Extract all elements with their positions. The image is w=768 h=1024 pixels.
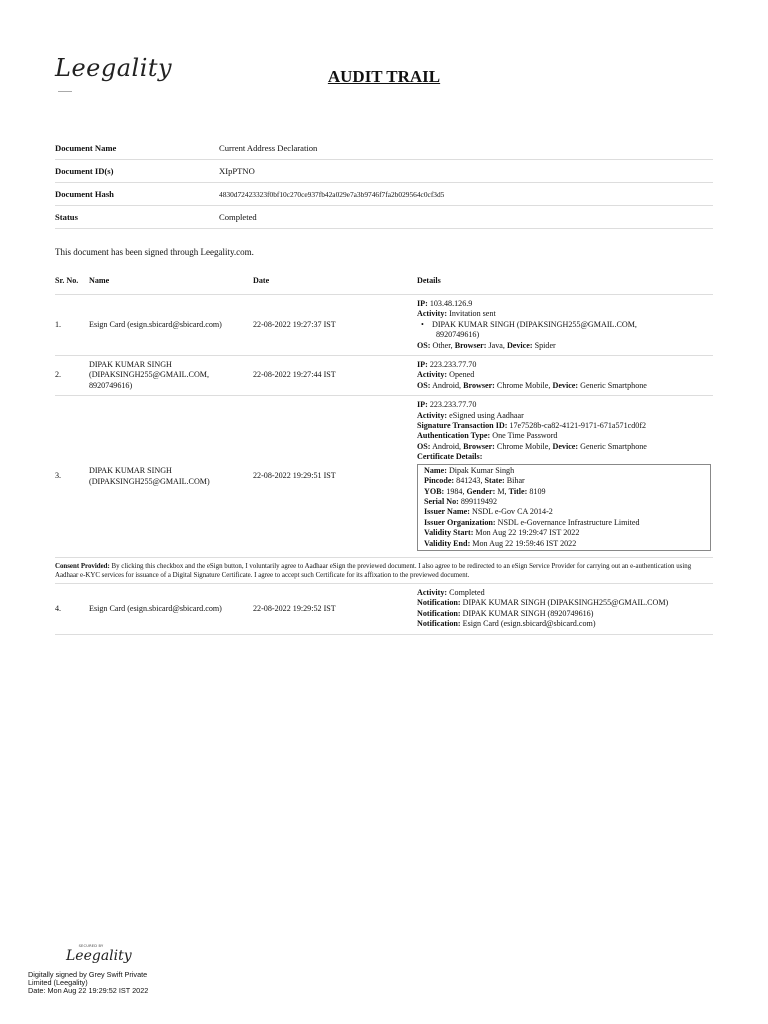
row-date: 22-08-2022 19:29:51 IST — [253, 396, 417, 558]
pincode-label: Pincode: — [424, 476, 455, 486]
col-details: Details — [417, 268, 713, 295]
ip-label: IP: — [417, 299, 428, 308]
row-sr: 1. — [55, 295, 89, 356]
row-details — [417, 295, 713, 356]
sig-line: Date: Mon Aug 22 19:29:52 IST 2022 — [28, 986, 149, 996]
os-value: Android, — [432, 441, 462, 451]
browser-value: Chrome Mobile, — [496, 441, 551, 451]
info-label: Document Name — [55, 137, 219, 160]
col-sr: Sr. No. — [55, 268, 89, 295]
browser-label: Browser: — [463, 380, 495, 390]
notification-value: DIPAK KUMAR SINGH (DIPAKSINGH255@GMAIL.COM) — [462, 598, 669, 608]
activity-value: Completed — [449, 587, 485, 597]
os-label: OS: — [417, 441, 431, 451]
state-label: State: — [484, 476, 505, 486]
info-label: Document ID(s) — [55, 160, 219, 183]
info-label: Document Hash — [55, 183, 219, 206]
serial-label: Serial No: — [424, 496, 459, 506]
table-row — [55, 396, 713, 558]
row-name — [89, 356, 253, 396]
ip-label: IP: — [417, 360, 428, 370]
audit-table — [55, 268, 713, 635]
consent-label: Consent Provided: — [55, 562, 110, 570]
col-name: Name — [89, 268, 253, 295]
auth-type-label: Authentication Type: — [417, 431, 491, 441]
consent-text — [55, 557, 713, 583]
secured-by-text: SECURED BY — [78, 944, 104, 948]
recipient-line: DIPAK KUMAR SINGH (DIPAKSINGH255@GMAIL.COM, — [432, 319, 637, 329]
os-value: Other, — [432, 340, 453, 350]
notification-label: Notification: — [417, 619, 461, 629]
info-row — [55, 206, 713, 229]
info-value: Completed — [219, 206, 713, 229]
name-line: DIPAK KUMAR SINGH — [89, 466, 172, 476]
issuer-org-label: Issuer Organization: — [424, 517, 496, 527]
leegality-logo: Leegality — [55, 54, 173, 82]
gender-label: Gender: — [466, 486, 496, 496]
issuer-org-value: NSDL e-Governance Infrastructure Limited — [497, 517, 640, 527]
browser-value: Chrome Mobile, — [496, 380, 551, 390]
notification-label: Notification: — [417, 608, 461, 618]
row-sr: 2. — [55, 356, 89, 396]
page-title: AUDIT TRAIL — [327, 67, 441, 86]
table-row — [55, 356, 713, 396]
row-details — [417, 356, 713, 396]
digital-signature-note — [28, 971, 163, 996]
info-row — [55, 137, 713, 160]
row-name: Esign Card (esign.sbicard@sbicard.com) — [89, 583, 253, 634]
table-row — [55, 583, 713, 634]
footer-leegality-logo: Leegality — [66, 948, 132, 964]
os-value: Android, — [432, 380, 462, 390]
activity-label: Activity: — [417, 410, 448, 420]
name-line: DIPAK KUMAR SINGH — [89, 360, 172, 370]
validity-start-label: Validity Start: — [424, 528, 474, 538]
row-name: Esign Card (esign.sbicard@sbicard.com) — [89, 295, 253, 356]
cert-details-label: Certificate Details: — [417, 452, 483, 462]
device-value: Generic Smartphone — [580, 441, 647, 451]
cert-name-label: Name: — [424, 465, 447, 475]
device-value: Spider — [534, 340, 556, 350]
row-date: 22-08-2022 19:29:52 IST — [253, 583, 417, 634]
gender-value: M, — [497, 486, 507, 496]
device-label: Device: — [506, 340, 533, 350]
pincode-value: 841243, — [456, 476, 483, 486]
sig-txn-label: Signature Transaction ID: — [417, 421, 508, 431]
name-line: (DIPAKSINGH255@GMAIL.COM) — [89, 476, 210, 486]
ip-label: IP: — [417, 400, 428, 410]
row-date: 22-08-2022 19:27:44 IST — [253, 356, 417, 396]
validity-end-label: Validity End: — [424, 538, 471, 548]
auth-type-value: One Time Password — [492, 431, 558, 441]
serial-value: 899119492 — [460, 496, 497, 506]
activity-label: Activity: — [417, 587, 448, 597]
yob-value: 1984, — [446, 486, 465, 496]
consent-row — [55, 557, 713, 583]
document-info-table — [55, 137, 713, 229]
activity-value: Invitation sent — [449, 309, 496, 319]
notification-value: DIPAK KUMAR SINGH (8920749616) — [462, 608, 594, 618]
yob-label: YOB: — [424, 486, 445, 496]
sig-line: Limited (Leegality) — [28, 978, 88, 988]
issuer-name-value: NSDL e-Gov CA 2014-2 — [471, 507, 553, 517]
info-label: Status — [55, 206, 219, 229]
row-details — [417, 396, 713, 558]
validity-end-value: Mon Aug 22 19:59:46 IST 2022 — [472, 538, 577, 548]
browser-value: Java, — [488, 340, 505, 350]
ip-value: 223.233.77.70 — [429, 400, 477, 410]
issuer-name-label: Issuer Name: — [424, 507, 470, 517]
browser-label: Browser: — [454, 340, 487, 350]
bullet-icon: • — [421, 319, 424, 329]
title-value: 8109 — [529, 486, 546, 496]
sig-txn-value: 17e7528b-ca82-4121-9171-671a571cd0f2 — [509, 421, 647, 431]
activity-value: eSigned using Aadhaar — [449, 410, 524, 420]
activity-label: Activity: — [417, 309, 448, 319]
device-label: Device: — [552, 441, 579, 451]
certificate-box — [417, 464, 711, 551]
title-label: Title: — [508, 486, 528, 496]
info-row — [55, 183, 713, 206]
consent-body: By clicking this checkbox and the eSign button, I voluntarily agree to Aadhaar eSign the previewed document. I also agree to be redirected to an eSign Service Provider for carrying out an e-authentication using Aadhaar e-KYC services for issuance of a Digital Signature Certificate. I agree to accept such Certificate for its affixation to the previewed document. — [55, 562, 692, 579]
col-date: Date — [253, 268, 417, 295]
browser-label: Browser: — [463, 441, 495, 451]
row-name — [89, 396, 253, 558]
notification-label: Notification: — [417, 598, 461, 608]
secured-by-badge — [66, 944, 132, 964]
row-sr: 3. — [55, 396, 89, 558]
cert-name-value: Dipak Kumar Singh — [448, 465, 515, 475]
os-label: OS: — [417, 380, 431, 390]
row-details — [417, 583, 713, 634]
activity-value: Opened — [449, 370, 475, 380]
info-value: 4830d72423323f0bf10c270ce937fb42a029e7a3b9746f7fa2b029564c0cf3d5 — [219, 183, 713, 206]
row-sr: 4. — [55, 583, 89, 634]
logo-underline — [58, 91, 72, 92]
intro-text: This document has been signed through Leegality.com. — [55, 247, 254, 257]
info-value: Current Address Declaration — [219, 137, 713, 160]
info-value: XIpPTNO — [219, 160, 713, 183]
device-value: Generic Smartphone — [580, 380, 647, 390]
row-date: 22-08-2022 19:27:37 IST — [253, 295, 417, 356]
name-line: 8920749616) — [89, 380, 133, 390]
notification-value: Esign Card (esign.sbicard@sbicard.com) — [462, 619, 596, 629]
validity-start-value: Mon Aug 22 19:29:47 IST 2022 — [475, 528, 580, 538]
recipient-line: 8920749616) — [436, 330, 480, 340]
audit-header-row — [55, 268, 713, 295]
sig-line: Digitally signed by Grey Swift Private — [28, 970, 148, 979]
activity-label: Activity: — [417, 370, 448, 380]
state-value: Bihar — [506, 476, 525, 486]
table-row — [55, 295, 713, 356]
ip-value: 223.233.77.70 — [429, 360, 477, 370]
ip-value: 103.48.126.9 — [429, 299, 473, 308]
name-line: (DIPAKSINGH255@GMAIL.COM, — [89, 370, 210, 380]
info-row — [55, 160, 713, 183]
os-label: OS: — [417, 340, 431, 350]
device-label: Device: — [552, 380, 579, 390]
